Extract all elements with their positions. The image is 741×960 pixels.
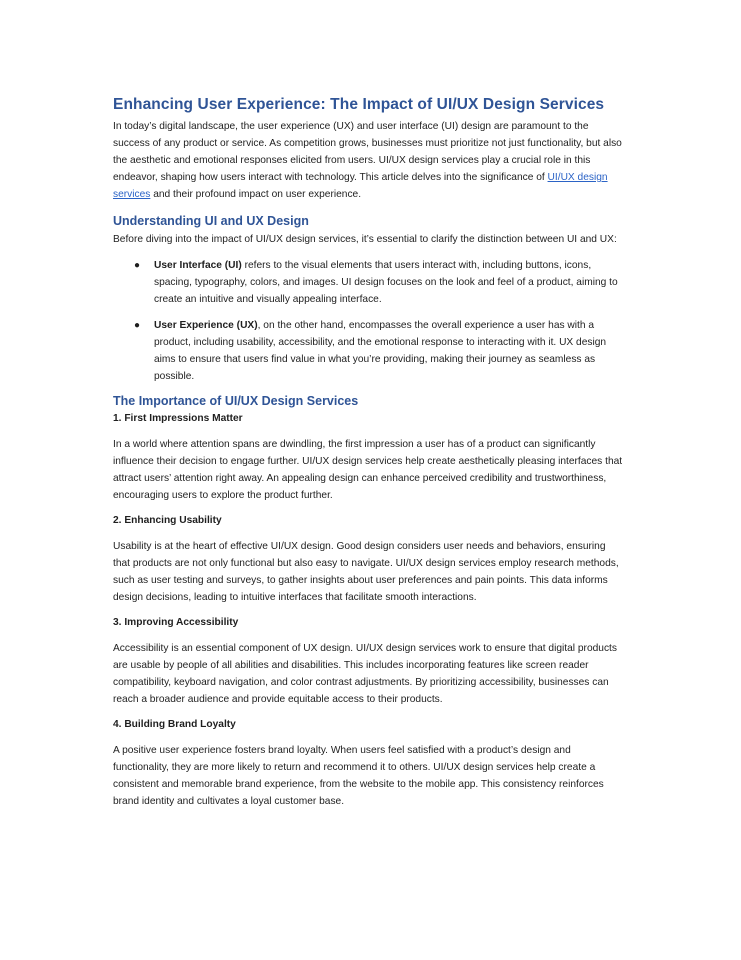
bullet-text: , on the other hand, encompasses the overall experience a user has with a product, including usability, accessibility, and the emotional response to interacting with it. UX design aims to ensure that users find value in what you’re providing, making their journey as seamless as possible. xyxy=(154,320,607,382)
section-paragraph: In a world where attention spans are dwindling, the first impression a user has of a product can significantly influence their decision to engage further. UI/UX design services help create aesthetically pleasing interfaces that attract users’ attention right away. An appealing design can enhance perceived credibility and trustworthiness, encouraging users to explore the product further. xyxy=(113,439,623,501)
ui-ux-definition-list xyxy=(113,257,625,385)
importance-section xyxy=(113,615,625,708)
understanding-heading: Understanding UI and UX Design xyxy=(113,214,309,228)
bullet-term: User Experience (UX) xyxy=(154,320,258,331)
section-heading: 4. Building Brand Loyalty xyxy=(113,719,236,730)
ui-ux-design-services-link[interactable]: UI/UX design services xyxy=(113,172,608,200)
section-paragraph: Usability is at the heart of effective UI/UX design. Good design considers user needs and behaviors, ensuring that products are not only functional but also easy to navigate. UI/UX design services employ research methods, such as user testing and surveys, to gather insights about user preferences and pain points. This data informs design decisions, leading to intuitive interfaces that facilitate smooth interactions. xyxy=(113,541,619,603)
section-heading: 3. Improving Accessibility xyxy=(113,617,239,628)
list-item xyxy=(113,317,625,385)
bullet-text: refers to the visual elements that users interact with, including buttons, icons, spacing, typography, colors, and images. UI design focuses on the look and feel of a product, aiming to create an intuitive and visually appealing interface. xyxy=(154,260,618,305)
section-paragraph: A positive user experience fosters brand loyalty. When users feel satisfied with a product’s design and functionality, they are more likely to return and recommend it to others. UI/UX design services help create a consistent and memorable brand experience, from the website to the mobile app. This consistency reinforces brand identity and cultivates a loyal customer base. xyxy=(113,745,604,807)
section-heading: 2. Enhancing Usability xyxy=(113,515,222,526)
document-title: Enhancing User Experience: The Impact of UI/UX Design Services xyxy=(113,96,605,113)
bullet-icon: ● xyxy=(134,260,141,271)
importance-section xyxy=(113,513,625,606)
bullet-icon: ● xyxy=(134,320,141,331)
section-paragraph: Accessibility is an essential component of UX design. UI/UX design services work to ensure that digital products are usable by people of all abilities and disabilities. This includes incorporating features like screen reader compatibility, keyboard navigation, and color contrast adjustments. By prioritizing accessibility, businesses can reach a broader audience and provide equitable access to their products. xyxy=(113,643,617,705)
document-page xyxy=(113,96,625,819)
importance-section xyxy=(113,411,625,504)
understanding-lead: Before diving into the impact of UI/UX design services, it’s essential to clarify the distinction between UI and UX: xyxy=(113,234,617,245)
bullet-term: User Interface (UI) xyxy=(154,260,242,271)
list-item xyxy=(113,257,625,308)
importance-heading: The Importance of UI/UX Design Services xyxy=(113,394,359,408)
intro-text-after-link: and their profound impact on user experience. xyxy=(150,189,362,200)
importance-section xyxy=(113,717,625,810)
intro-paragraph xyxy=(113,118,625,203)
intro-text-before-link: In today’s digital landscape, the user experience (UX) and user interface (UI) design are paramount to the success of any product or service. As competition grows, businesses must prioritize not just functionality, but also the aesthetic and emotional responses elicited from users. UI/UX design services play a crucial role in this endeavor, shaping how users interact with technology. This article delves into the significance of xyxy=(113,121,622,183)
section-heading: 1. First Impressions Matter xyxy=(113,413,243,424)
